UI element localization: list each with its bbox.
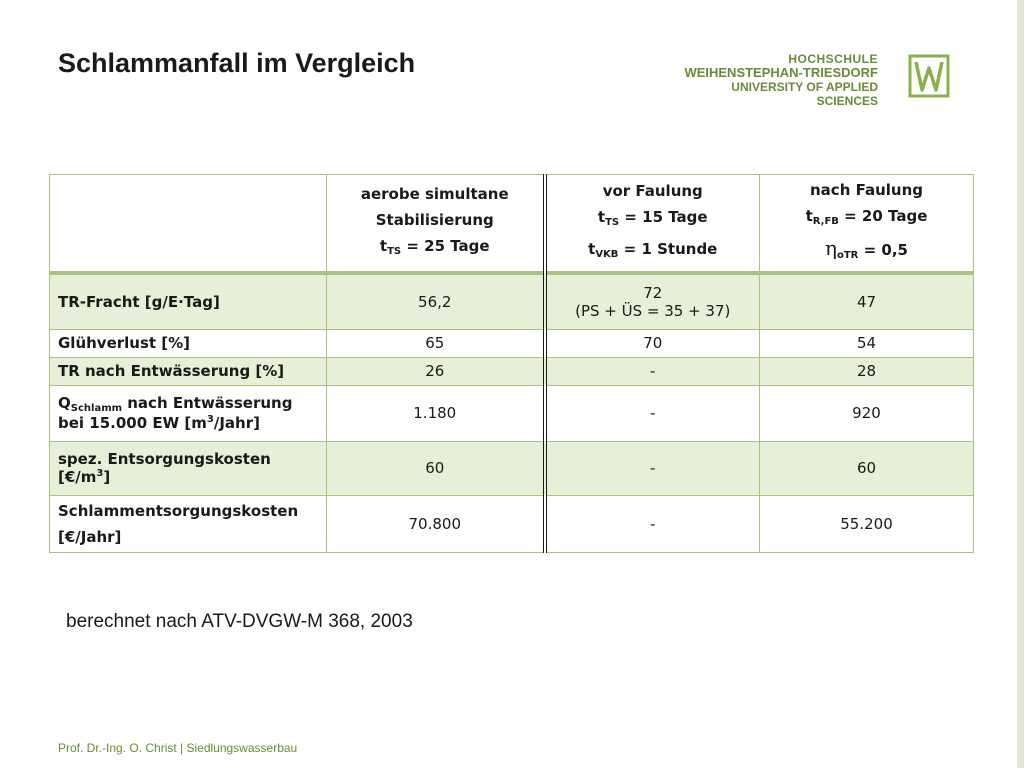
cell-value: - [545, 357, 760, 385]
cell-value: 70 [545, 329, 760, 357]
row-label-line1: $Q_{Schlamm}$ nach Entwässerung [58, 394, 293, 414]
cell-value-line1: 72 [643, 283, 663, 302]
logo-text [683, 52, 878, 108]
cell-value: 920 [760, 385, 974, 441]
header-after-line3: $\eta_{oTR} = 0,5$ [825, 236, 908, 261]
row-label: TR-Fracht [g/E·Tag] [50, 273, 327, 329]
table-row [50, 329, 974, 357]
cell-value: - [545, 441, 760, 495]
cell-value: 1.180 [327, 385, 545, 441]
table-row [50, 273, 974, 329]
university-logo [683, 52, 953, 108]
cell-value: 55.200 [760, 495, 974, 552]
row-label-line1: Schlammentsorgungskosten [58, 501, 299, 520]
row-label-line1: spez. Entsorgungskosten [58, 450, 271, 468]
cell-value: 56,2 [327, 273, 545, 329]
row-label-line2: [€/Jahr] [58, 527, 122, 546]
row-label-line2: $[€/m^3]$ [58, 468, 111, 486]
source-footnote: berechnet nach ATV-DVGW-M 368, 2003 [66, 611, 413, 632]
table-row [50, 385, 974, 441]
row-label-line2: bei 15.000 EW $[m^3/Jahr]$ [58, 414, 260, 432]
cell-value: - [545, 385, 760, 441]
cell-value: - [545, 495, 760, 552]
cell-value: 60 [327, 441, 545, 495]
cell-value: 70.800 [327, 495, 545, 552]
table-row [50, 441, 974, 495]
table-row [50, 495, 974, 552]
cell-value: 54 [760, 329, 974, 357]
slide-title: Schlammanfall im Vergleich [58, 48, 416, 78]
row-label [50, 385, 327, 441]
table-header-row [50, 175, 974, 274]
slide-footer: Prof. Dr.-Ing. O. Christ | Siedlungswasserbau [58, 741, 298, 755]
hswt-logo-icon [908, 54, 950, 98]
header-before-digestion [545, 175, 760, 274]
row-label [50, 495, 327, 552]
comparison-table [49, 174, 974, 553]
cell-value: 47 [760, 273, 974, 329]
header-aerobic-line1: aerobe simultane [360, 185, 509, 203]
header-after-line2: $t_{R,FB} = 20$ Tage [805, 207, 928, 227]
cell-value [545, 273, 760, 329]
row-label: Glühverlust [%] [50, 329, 327, 357]
header-before-line2: $t_{TS} = 15$ Tage [597, 208, 708, 228]
cell-value: 60 [760, 441, 974, 495]
header-after-digestion [760, 175, 974, 274]
row-label: TR nach Entwässerung [%] [50, 357, 327, 385]
header-before-line3: $t_{VKB} = 1$ Stunde [588, 240, 718, 260]
row-label [50, 441, 327, 495]
cell-value-line2: (PS + ÜS = 35 + 37) [575, 301, 731, 320]
header-corner [50, 175, 327, 274]
cell-value: 65 [327, 329, 545, 357]
logo-line-3: UNIVERSITY OF APPLIED SCIENCES [731, 80, 878, 108]
header-aerobic-line3: $t_{TS} = 25$ Tage [379, 237, 490, 257]
header-before-line1: vor Faulung [602, 182, 703, 200]
logo-line-2: WEIHENSTEPHAN-TRIESDORF [684, 65, 878, 80]
cell-value: 26 [327, 357, 545, 385]
header-after-line1: nach Faulung [810, 181, 923, 199]
table-row [50, 357, 974, 385]
cell-value: 28 [760, 357, 974, 385]
slide-right-bar [1017, 0, 1024, 768]
header-aerobic-line2: Stabilisierung [375, 211, 494, 229]
logo-line-1: HOCHSCHULE [788, 52, 878, 66]
header-aerobic [327, 175, 545, 274]
